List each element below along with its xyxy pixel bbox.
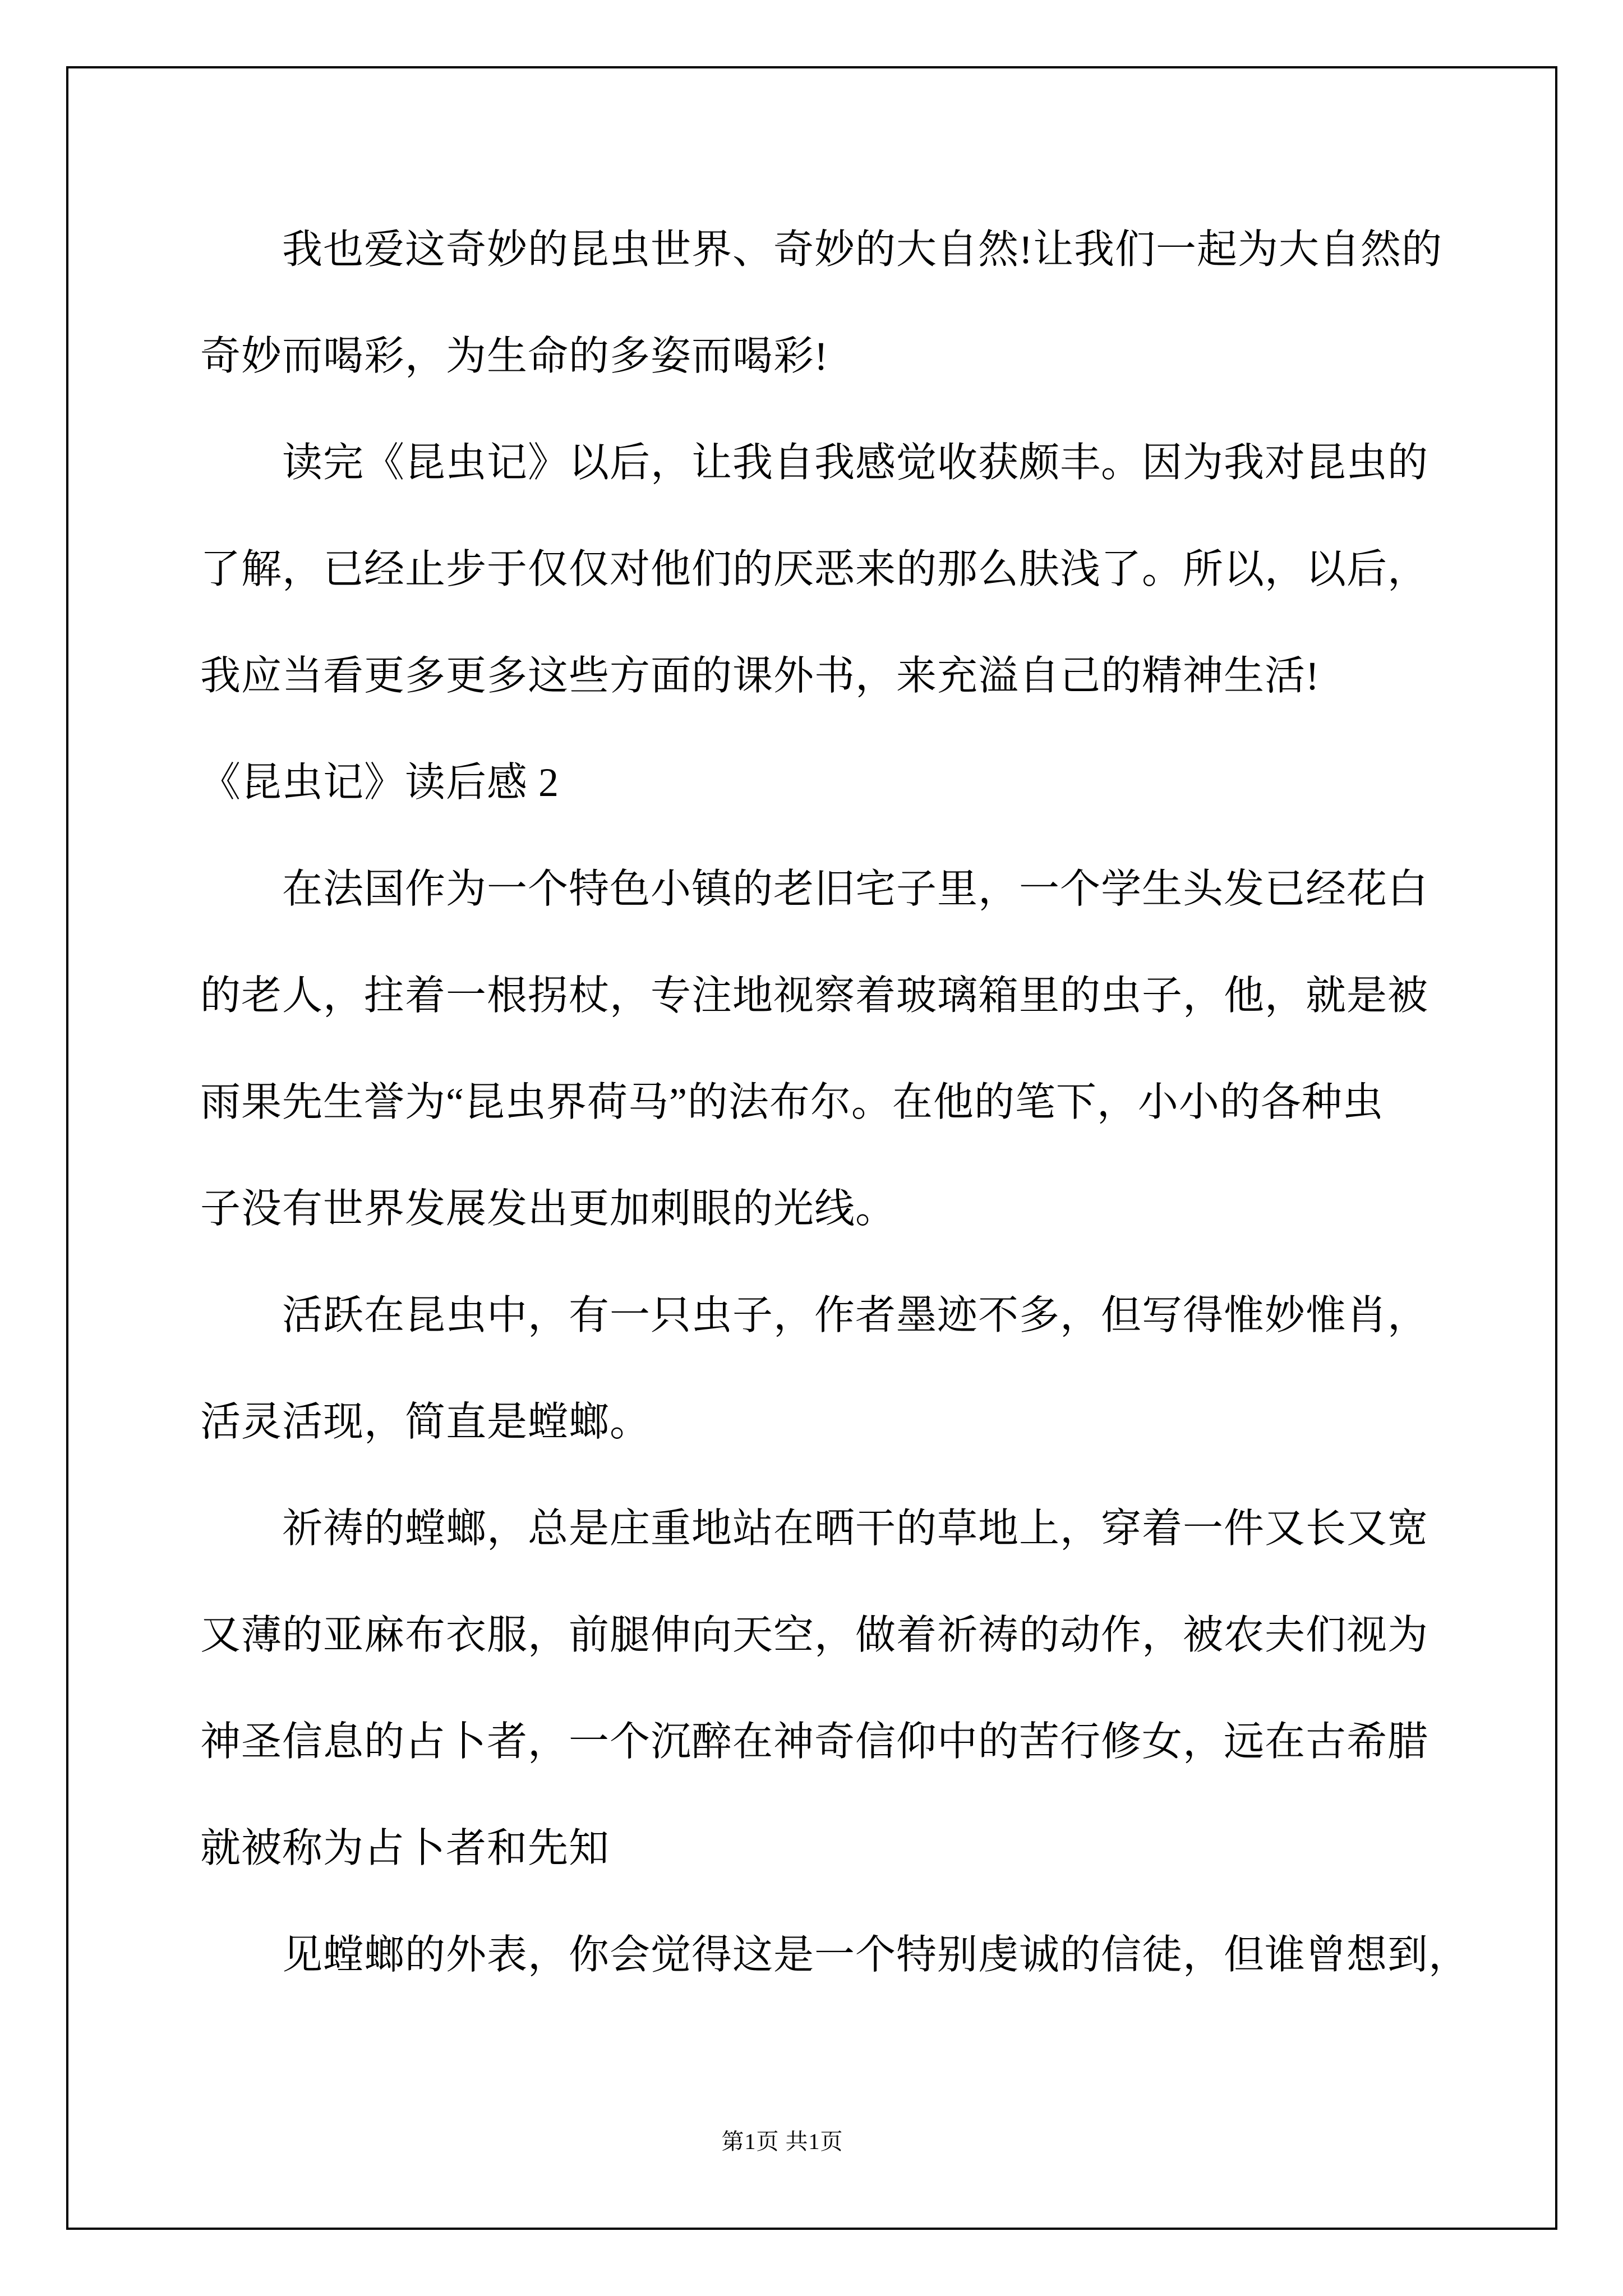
text-line: 子没有世界发展发出更加刺眼的光线。 <box>200 1186 897 1231</box>
text-line: 活灵活现，简直是螳螂。 <box>200 1400 651 1444</box>
page-number-footer: 第1页 共1页 <box>721 2129 843 2154</box>
text-line: 了解，已经止步于仅仅对他们的厌恶来的那么肤浅了。所以，以后， <box>200 547 1429 592</box>
text-line: 我也爱这奇妙的昆虫世界、奇妙的大自然!让我们一起为大自然的 <box>282 227 1442 272</box>
text-line: 又薄的亚麻布衣服，前腿伸向天空，做着祈祷的动作，被农夫们视为 <box>200 1613 1429 1658</box>
text-line: 《昆虫记》读后感 2 <box>200 760 560 805</box>
text-line: 活跃在昆虫中，有一只虫子，作者墨迹不多，但写得惟妙惟肖， <box>282 1293 1429 1338</box>
text-line: 的老人，拄着一根拐杖，专注地视察着玻璃箱里的虫子，他，就是被 <box>200 973 1429 1018</box>
text-line: 奇妙而喝彩，为生命的多姿而喝彩! <box>200 334 828 379</box>
text-line: 就被称为占卜者和先知 <box>200 1826 610 1871</box>
text-line: 在法国作为一个特色小镇的老旧宅子里，一个学生头发已经花白 <box>282 867 1429 912</box>
text-line: 神圣信息的占卜者，一个沉醉在神奇信仰中的苦行修女，远在古希腊 <box>200 1719 1429 1764</box>
text-line: 见螳螂的外表，你会觉得这是一个特别虔诚的信徒，但谁曾想到， <box>282 1932 1470 1977</box>
document-body <box>200 196 1470 2008</box>
text-line: 雨果先生誉为“昆虫界荷马”的法布尔。在他的笔下，小小的各种虫 <box>200 1080 1384 1125</box>
text-line: 我应当看更多更多这些方面的课外书，来充溢自己的精神生活! <box>200 654 1320 698</box>
text-line: 祈祷的螳螂，总是庄重地站在晒干的草地上，穿着一件又长又宽 <box>282 1506 1429 1551</box>
text-line: 读完《昆虫记》以后，让我自我感觉收获颇丰。因为我对昆虫的 <box>282 440 1429 485</box>
